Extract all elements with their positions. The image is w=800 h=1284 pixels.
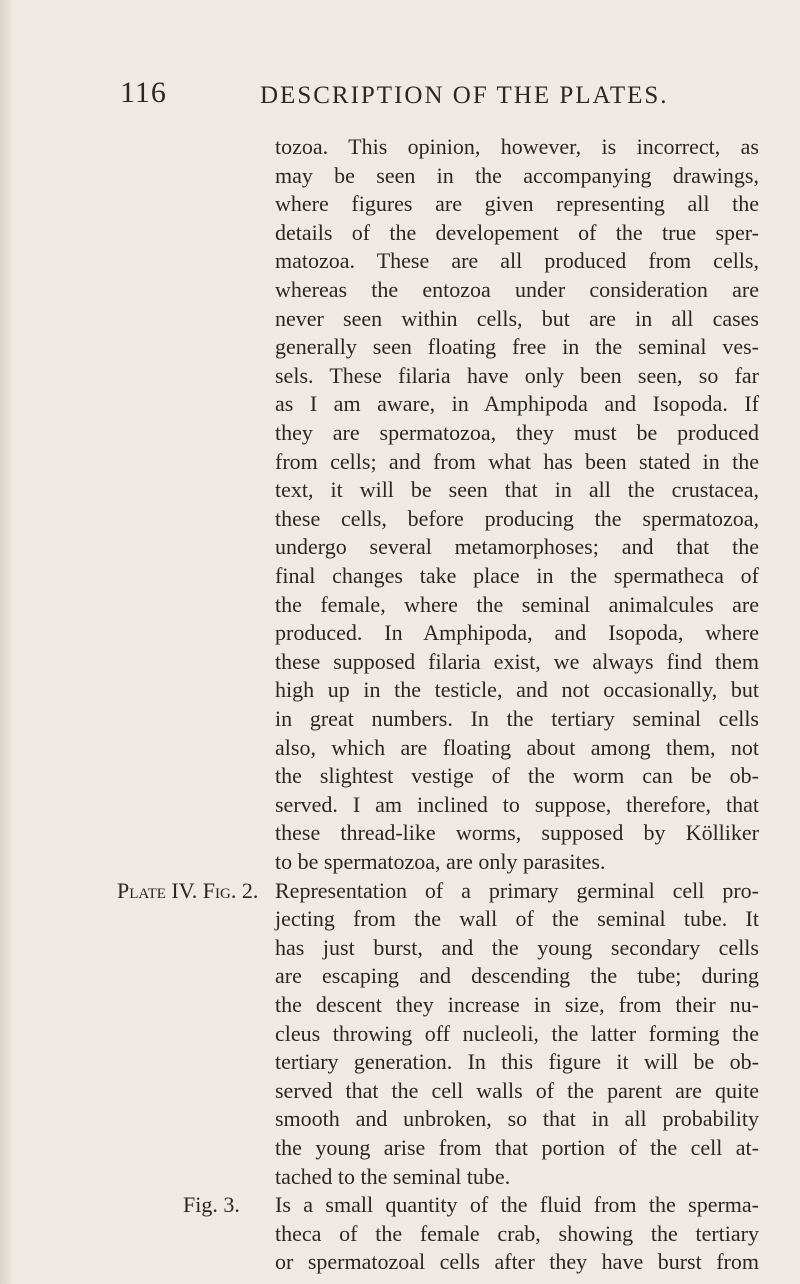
text-line: the slightest vestige of the worm can be ob- <box>275 763 759 789</box>
text-line: these thread-like worms, supposed by Kölliker <box>275 820 759 846</box>
text-line: final changes take place in the spermatheca of <box>275 563 759 588</box>
text-line: as I am aware, in Amphipoda and Isopoda. If <box>275 391 759 417</box>
text-line: may be seen in the accompanying drawings, <box>275 162 759 188</box>
text-line: the young arise from that portion of the cell at- <box>275 1135 759 1160</box>
text-line: high up in the testicle, and not occasionally, but <box>275 677 759 703</box>
text-line: undergo several metamorphoses; and that the <box>275 534 759 560</box>
text-line: served that the cell walls of the parent are quite <box>275 1077 759 1103</box>
text-line: smooth and unbroken, so that in all probability <box>275 1106 759 1132</box>
text-line: whereas the entozoa under consideration are <box>275 277 759 302</box>
text-line: generally seen floating free in the seminal ves- <box>275 334 759 360</box>
text-line: these cells, before producing the spermatozoa, <box>275 505 759 531</box>
text-line: jecting from the wall of the seminal tube. It <box>275 906 759 932</box>
text-line: theca of the female crab, showing the tertiary <box>275 1220 759 1246</box>
fig-label: Fig. 3. <box>183 1192 240 1218</box>
text-line: produced. In Amphipoda, and Isopoda, where <box>275 620 759 646</box>
text-line: tozoa. This opinion, however, is incorrect, as <box>275 134 759 159</box>
text-line: in great numbers. In the tertiary seminal cells <box>275 706 759 731</box>
text-line: also, which are floating about among them, not <box>275 734 759 760</box>
text-line: details of the developement of the true sper- <box>275 219 759 245</box>
text-line: where figures are given representing all the <box>275 191 759 217</box>
text-line: has just burst, and the young secondary cells <box>275 934 759 960</box>
page-number: 116 <box>120 76 167 109</box>
text-line: the descent they increase in size, from their nu- <box>275 992 759 1017</box>
text-line: or spermatozoal cells after they have burst from <box>275 1249 759 1275</box>
page-edge <box>0 0 14 1284</box>
text-line: text, it will be seen that in all the crustacea, <box>275 477 759 503</box>
text-line: they are spermatozoa, they must be produced <box>275 420 759 445</box>
text-line: sels. These filaria have only been seen, so far <box>275 362 759 388</box>
text-line: never seen within cells, but are in all cases <box>275 305 759 331</box>
text-line: tertiary generation. In this figure it will be ob- <box>275 1049 759 1075</box>
text-line: to be spermatozoa, are only parasites. <box>275 849 606 874</box>
running-title: DESCRIPTION OF THE PLATES. <box>260 82 669 109</box>
text-line: served. I am inclined to suppose, therefore, that <box>275 791 759 817</box>
text-line: Is a small quantity of the fluid from the sperma- <box>275 1192 759 1218</box>
text-line: tached to the seminal tube. <box>275 1163 511 1189</box>
text-line: cleus throwing off nucleoli, the latter forming the <box>275 1020 759 1046</box>
text-line: from cells; and from what has been stated in the <box>275 448 759 474</box>
text-line: the female, where the seminal animalcules are <box>275 591 759 617</box>
plate-fig-label: Plate IV. Fig. 2. <box>117 877 259 903</box>
text-line: are escaping and descending the tube; during <box>275 963 759 989</box>
text-line: these supposed filaria exist, we always find them <box>275 648 759 674</box>
text-line: matozoa. These are all produced from cells, <box>275 248 759 274</box>
text-line: Representation of a primary germinal cell pro- <box>275 877 759 903</box>
